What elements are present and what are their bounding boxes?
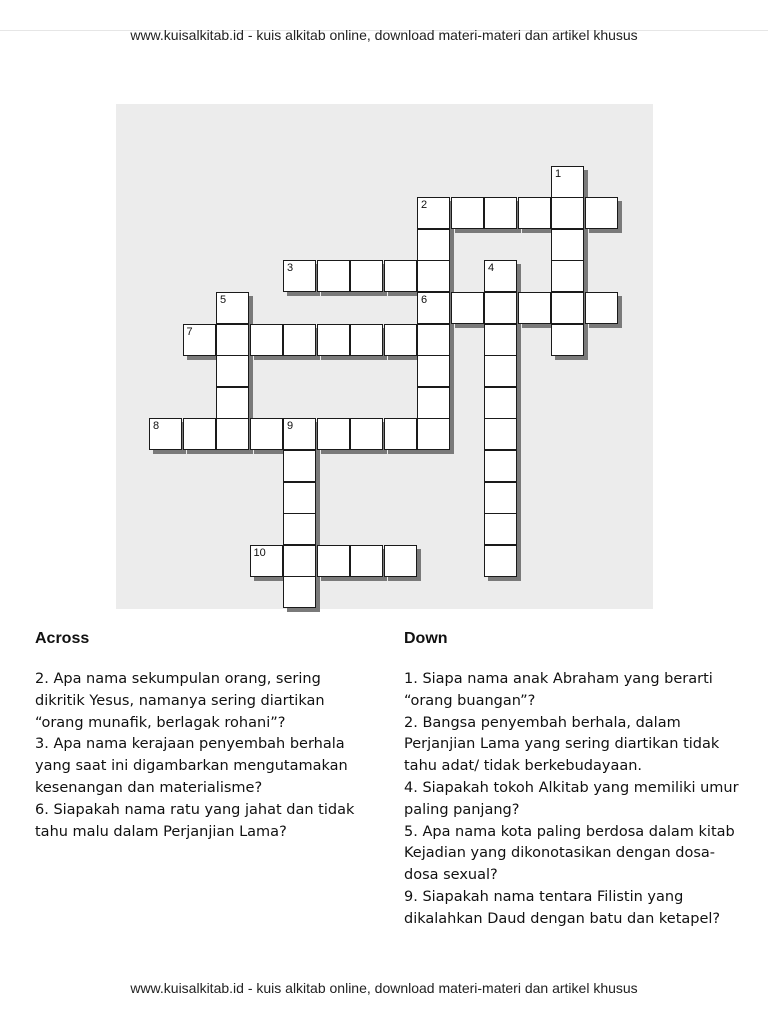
cell-number: 5	[220, 294, 227, 306]
grid-cell[interactable]	[384, 545, 417, 577]
grid-cell[interactable]	[518, 292, 551, 324]
down-clue-5: 5. Apa nama kota paling berdosa dalam kitab Kejadian yang dikonotasikan dengan dosa-dosa sexual?	[404, 823, 735, 884]
grid-cell[interactable]	[283, 576, 316, 608]
grid-cell[interactable]	[417, 418, 450, 450]
grid-cell[interactable]	[551, 324, 584, 356]
grid-cell[interactable]	[384, 418, 417, 450]
grid-cell[interactable]	[484, 260, 517, 292]
grid-cell[interactable]	[283, 450, 316, 482]
grid-cell[interactable]	[417, 197, 450, 229]
grid-cell[interactable]	[250, 418, 283, 450]
down-clues	[404, 628, 744, 931]
grid-cell[interactable]	[484, 418, 517, 450]
grid-cell[interactable]	[384, 324, 417, 356]
cell-number: 2	[421, 199, 428, 212]
grid-cell[interactable]	[317, 545, 350, 577]
grid-cell[interactable]	[216, 292, 249, 324]
grid-cell[interactable]	[417, 355, 450, 387]
cell-number: 10	[253, 546, 266, 559]
grid-cell[interactable]	[183, 324, 216, 356]
grid-cell[interactable]	[551, 292, 584, 324]
grid-cell[interactable]	[484, 355, 517, 387]
grid-cell[interactable]	[518, 197, 551, 229]
down-clue-2: 2. Bangsa penyembah berhala, dalam Perjanjian Lama yang sering diartikan tidak tahu adat/ tidak berkebudayaan.	[404, 714, 720, 775]
grid-cell[interactable]	[417, 324, 450, 356]
cell-number: 9	[287, 420, 294, 433]
grid-cell[interactable]	[283, 545, 316, 577]
crossword-grid	[116, 104, 653, 609]
down-clue-4: 4. Siapakah tokoh Alkitab yang memiliki umur paling panjang?	[404, 779, 739, 818]
grid-cell[interactable]	[451, 197, 484, 229]
grid-cell[interactable]	[216, 418, 249, 450]
across-clue-3: 3. Apa nama kerajaan penyembah berhala yang saat ini digambarkan mengutamakan kesenangan dan materialisme?	[35, 736, 348, 796]
grid-cell[interactable]	[283, 482, 316, 514]
grid-cell[interactable]	[350, 418, 383, 450]
across-clues	[35, 628, 370, 843]
cell-number: 3	[287, 262, 294, 275]
grid-cell[interactable]	[350, 260, 383, 292]
grid-cell[interactable]	[484, 450, 517, 482]
grid-cell[interactable]	[250, 545, 283, 577]
down-clue-1: 1. Siapa nama anak Abraham yang berarti “orang buangan”?	[404, 671, 713, 709]
grid-cell[interactable]	[283, 324, 316, 356]
grid-cell[interactable]	[283, 513, 316, 545]
cell-number: 4	[488, 262, 495, 275]
down-heading: Down	[404, 630, 448, 647]
grid-cell[interactable]	[585, 292, 618, 324]
grid-cell[interactable]	[216, 324, 249, 356]
grid-cell[interactable]	[350, 324, 383, 356]
grid-cell[interactable]	[551, 197, 584, 229]
down-clue-9: 9. Siapakah nama tentara Filistin yang dikalahkan Daud dengan batu dan ketapel?	[404, 888, 721, 927]
header-site-text[interactable]: www.kuisalkitab.id - kuis alkitab online, download materi-materi dan artikel khusus	[130, 27, 638, 43]
grid-cell[interactable]	[585, 197, 618, 229]
grid-cell[interactable]	[384, 260, 417, 292]
grid-cell[interactable]	[484, 197, 517, 229]
grid-cell[interactable]	[551, 260, 584, 292]
cell-number: 8	[153, 420, 160, 433]
grid-cell[interactable]	[551, 166, 584, 198]
across-heading: Across	[35, 630, 90, 647]
grid-cell[interactable]	[451, 292, 484, 324]
grid-cell[interactable]	[317, 324, 350, 356]
grid-cell[interactable]	[317, 260, 350, 292]
grid-cell[interactable]	[216, 355, 249, 387]
grid-cell[interactable]	[484, 387, 517, 419]
grid-cell[interactable]	[250, 324, 283, 356]
cell-number: 1	[555, 167, 562, 180]
grid-cell[interactable]	[350, 545, 383, 577]
grid-cell[interactable]	[484, 482, 517, 514]
grid-cell[interactable]	[484, 545, 517, 577]
grid-cell[interactable]	[417, 260, 450, 292]
grid-cell[interactable]	[417, 387, 450, 419]
across-clue-2: 2. Apa nama sekumpulan orang, sering dikritik Yesus, namanya sering diartikan “orang munafik, berlagak rohani”?	[35, 671, 325, 731]
grid-cell[interactable]	[183, 418, 216, 450]
footer-site-text[interactable]: www.kuisalkitab.id - kuis alkitab online, download materi-materi dan artikel khusus	[130, 980, 638, 996]
grid-cell[interactable]	[149, 418, 182, 450]
grid-cell[interactable]	[417, 292, 450, 324]
grid-cell[interactable]	[317, 418, 350, 450]
grid-cell[interactable]	[417, 229, 450, 261]
across-clue-6: 6. Siapakah nama ratu yang jahat dan tidak tahu malu dalam Perjanjian Lama?	[35, 801, 355, 840]
grid-cell[interactable]	[484, 292, 517, 324]
grid-cell[interactable]	[283, 418, 316, 450]
grid-cell[interactable]	[484, 324, 517, 356]
cell-number: 6	[421, 294, 428, 306]
grid-cell[interactable]	[484, 513, 517, 545]
grid-cell[interactable]	[283, 260, 316, 292]
cell-number: 7	[186, 325, 193, 338]
grid-cell[interactable]	[216, 387, 249, 419]
grid-cell[interactable]	[551, 229, 584, 261]
